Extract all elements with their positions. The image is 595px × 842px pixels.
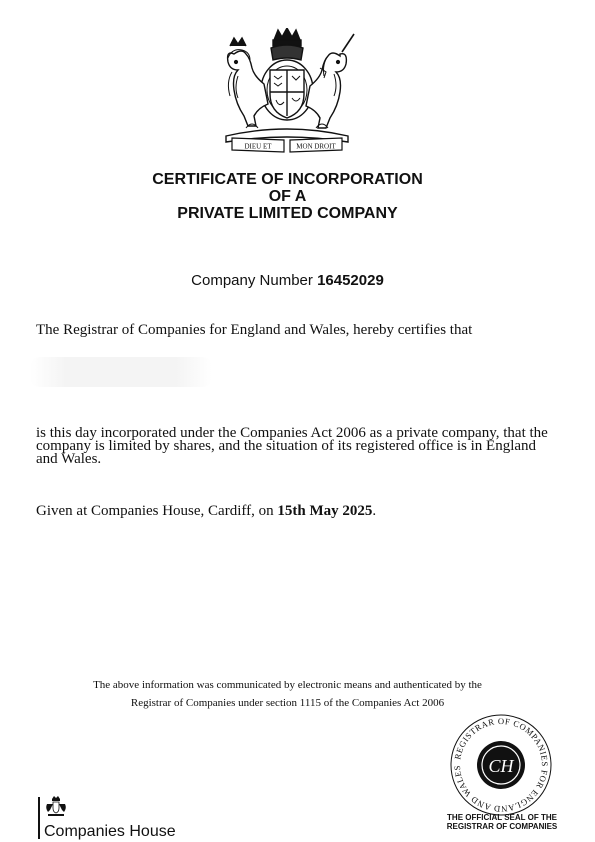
footnote-line-1: The above information was communicated by electronic means and authenticated by the: [93, 679, 482, 691]
certificate-title: [0, 171, 575, 222]
title-line-1: CERTIFICATE OF INCORPORATION: [152, 171, 423, 188]
footnote-line-2: Registrar of Companies under section 1115 of the Companies Act 2006: [130, 697, 445, 709]
logo-divider-bar: [38, 797, 40, 839]
company-number-value: 16452029: [317, 272, 384, 289]
title-line-3: PRIVATE LIMITED COMPANY: [177, 205, 398, 222]
seal-caption-line-1: THE OFFICIAL SEAL OF THE: [447, 813, 557, 822]
registrar-seal-icon: [446, 710, 556, 820]
crown-crest-icon: [45, 796, 67, 818]
company-number-label: Company Number: [191, 272, 313, 289]
seal-monogram: CH: [488, 756, 514, 776]
registrar-statement: The Registrar of Companies for England and Wales, hereby certifies that: [36, 322, 473, 338]
companies-house-logo-text: Companies House: [44, 823, 176, 840]
incorporation-statement: is this day incorporated under the Companies Act 2006 as a private company, that the company is limited by shares, and the situation of its registered office is in England and Wales.: [36, 425, 548, 467]
title-line-2: OF A: [268, 188, 307, 205]
redacted-company-name: [30, 357, 212, 387]
seal-ring-text: REGISTRAR OF COMPANIES FOR ENGLAND AND WALES: [451, 715, 551, 815]
authentication-footnote: [0, 676, 575, 712]
seal-caption: [426, 813, 578, 831]
given-suffix: .: [372, 503, 377, 519]
company-number-line: [0, 272, 575, 289]
given-prefix: Given at Companies House, Cardiff, on: [36, 503, 274, 519]
royal-coat-of-arms-icon: [216, 28, 358, 154]
motto-left: DIEU ET: [244, 142, 272, 151]
seal-caption-line-2: REGISTRAR OF COMPANIES: [446, 822, 558, 831]
incorporation-date: 15th May 2025: [277, 503, 373, 519]
given-at-statement: [36, 505, 556, 518]
motto-right: MON DROIT: [296, 142, 336, 151]
